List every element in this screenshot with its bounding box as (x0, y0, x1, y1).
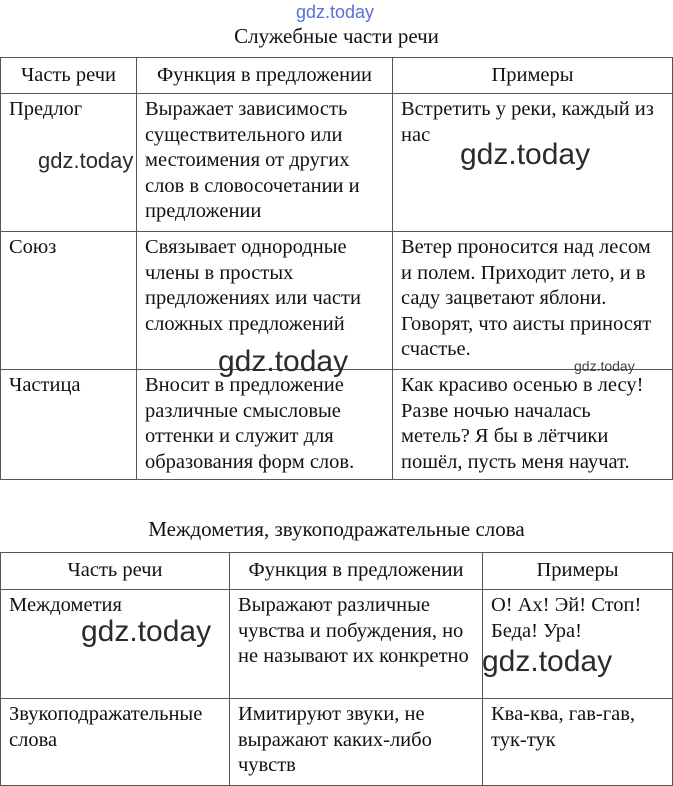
header-examples: Примеры (393, 58, 673, 94)
watermark: gdz.today (81, 615, 212, 648)
header-function: Функция в предложении (230, 553, 483, 590)
header-function: Функция в предложении (137, 58, 393, 94)
cell-part: Звукоподражательные слова (1, 699, 230, 786)
watermark: gdz.today (574, 358, 635, 374)
cell-function: Выражают различные чувства и побуждения, но не называют их конкретно (230, 590, 483, 699)
cell-examples: Ква-ква, гав-гав, тук-тук (483, 699, 673, 786)
table-row (1, 699, 673, 786)
table-header-row (1, 58, 673, 94)
watermark-top: gdz.today (296, 2, 375, 22)
table2-title: Междометия, звукоподражательные слова (148, 517, 525, 541)
cell-function: Выражает зависимость существительного или местоимения от других слов в словосочетании и предложении (137, 94, 393, 232)
cell-function: Вносит в предложение различные смысловые оттенки и служит для образования форм слов. (137, 370, 393, 480)
cell-part: Междометия (1, 590, 230, 699)
cell-part: Союз (1, 232, 137, 370)
function-words-table (0, 57, 673, 480)
watermark: gdz.today (482, 645, 613, 678)
cell-examples: Встретить у реки, каждый из нас (393, 94, 673, 232)
cell-examples: Как красиво осенью в лесу! Разве ночью началась метель? Я бы в лётчики пошёл, пусть меня научат. (393, 370, 673, 480)
cell-part: Предлог (1, 94, 137, 232)
header-part-of-speech: Часть речи (1, 553, 230, 590)
cell-part: Частица (1, 370, 137, 480)
cell-examples: О! Ах! Эй! Стоп! Беда! Ура! (483, 590, 673, 699)
watermark: gdz.today (460, 138, 591, 171)
table-row (1, 370, 673, 480)
header-part-of-speech: Часть речи (1, 58, 137, 94)
table1-title: Служебные части речи (234, 24, 439, 48)
cell-examples: Ветер проносится над лесом и полем. Приходит лето, и в саду зацветают яблони. Говорят, что аисты приносят счастье. (393, 232, 673, 370)
cell-function: Имитируют звуки, не выражают каких-либо чувств (230, 699, 483, 786)
watermark: gdz.today (38, 148, 134, 173)
cell-function: Связывает однородные члены в простых предложениях или части сложных предложений (137, 232, 393, 370)
watermark: gdz.today (218, 345, 349, 378)
header-examples: Примеры (483, 553, 673, 590)
table-header-row (1, 553, 673, 590)
